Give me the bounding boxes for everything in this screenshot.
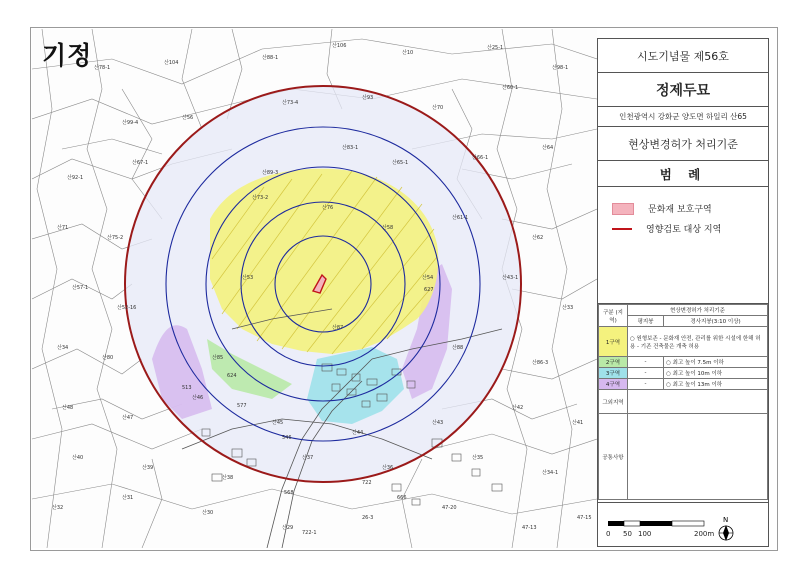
legend-item-review	[612, 222, 721, 235]
parcel-label: 산71	[57, 225, 69, 231]
scale-tick-200: 200m	[694, 530, 715, 538]
parcel-label: 산46	[192, 395, 204, 401]
heritage-name: 정제두묘	[598, 73, 768, 107]
parcel-label: 산61-1	[452, 215, 469, 221]
parcel-label: 26-3	[362, 515, 374, 521]
scale-tick-0: 0	[606, 530, 611, 538]
zone-4-flat: -	[628, 379, 664, 390]
parcel-label: 산66-1	[472, 155, 489, 161]
parcel-label: 산99-4	[122, 120, 139, 126]
parcel-label: 산44	[352, 430, 364, 436]
stamp-label: 기정	[42, 41, 93, 70]
parcel-label: 624	[227, 373, 237, 379]
parcel-label: 산58	[382, 225, 394, 231]
scale-bar	[598, 501, 768, 546]
legend-title: 범 례	[598, 161, 768, 187]
parcel-label: 산73-4	[282, 100, 299, 106]
parcel-label: 산10	[402, 50, 414, 56]
parcel-label: 산33	[562, 305, 574, 311]
parcel-label: 산78-1	[94, 65, 111, 71]
parcel-label: 47-20	[442, 505, 457, 511]
north-label: N	[723, 516, 729, 524]
parcel-label: 722	[362, 480, 372, 486]
parcel-label: 산35	[472, 455, 484, 461]
parcel-label: 47-13	[522, 525, 537, 531]
legend-label: 영향검토 대상 지역	[646, 225, 722, 235]
common-rules	[628, 414, 768, 500]
parcel-label: 722-1	[302, 530, 317, 536]
parcel-label: 산64	[542, 145, 554, 151]
zone-4-pitched: ○ 최고 높이 13m 이하	[664, 379, 768, 390]
other-area-rule	[628, 390, 768, 414]
parcel-label: 산93	[362, 95, 374, 101]
parcel-label: 산40	[72, 455, 84, 461]
parcel-label: 산75-2	[107, 235, 124, 241]
zone-4-label: 4구역	[599, 379, 628, 390]
subheader-flat: 평지붕	[628, 316, 664, 327]
parcel-label: 577	[237, 403, 247, 409]
parcel-label: 산104	[164, 60, 179, 66]
parcel-label: 산89-3	[262, 170, 279, 176]
table-row	[599, 379, 768, 390]
other-area-label: 그외지역	[599, 390, 628, 414]
header-criteria: 현상변경허가 처리기준	[628, 305, 768, 316]
parcel-label: 산32	[52, 505, 64, 511]
scale-tick-50: 50	[623, 530, 632, 538]
parcel-label: 산65-1	[392, 160, 409, 166]
parcel-label: 산62	[532, 235, 544, 241]
parcel-label: 627	[424, 287, 434, 293]
zone-2-flat: -	[628, 357, 664, 368]
parcel-label: 산31	[122, 495, 134, 501]
parcel-label: 산88	[452, 345, 464, 351]
zone-1-rule: ○ 원형보존 - 문화재 안전, 관리를 위한 시설에 한해 허용 - 기존 건축물은 개축 허용	[628, 327, 768, 357]
zone-3-label: 3구역	[599, 368, 628, 379]
parcel-label: 산34	[57, 345, 69, 351]
parcel-label: 산41	[572, 420, 584, 426]
parcel-label: 산47	[122, 415, 134, 421]
parcel-label: 산67-1	[132, 160, 149, 166]
map-svg	[32, 29, 597, 548]
parcel-label: 산48	[62, 405, 74, 411]
criteria-table	[598, 303, 768, 503]
header-zone: 구분 (지역)	[599, 305, 628, 327]
legend-label: 문화재 보호구역	[648, 205, 712, 215]
common-label: 공통사항	[599, 414, 628, 500]
heritage-designation: 시도기념물 제56호	[598, 39, 768, 73]
parcel-label: 산42	[512, 405, 524, 411]
zone-3-pitched: ○ 최고 높이 10m 이하	[664, 368, 768, 379]
subheader-pitched: 경사지붕(3:10 이상)	[664, 316, 768, 327]
parcel-label: 산86-3	[532, 360, 549, 366]
cadastral-map[interactable]	[32, 29, 597, 548]
parcel-label: 산85	[212, 355, 224, 361]
parcel-label: 산53	[242, 275, 254, 281]
parcel-label: 산45	[272, 420, 284, 426]
parcel-label: 산87	[332, 325, 344, 331]
parcel-label: 산25-1	[487, 45, 504, 51]
zone-2-pitched: ○ 최고 높이 7.5m 이하	[664, 357, 768, 368]
parcel-label: 산38	[222, 475, 234, 481]
parcel-label: 568	[284, 490, 294, 496]
parcel-label: 546	[282, 435, 292, 441]
parcel-label: 666	[397, 495, 407, 501]
zone-3-flat: -	[628, 368, 664, 379]
parcel-label: 산43	[432, 420, 444, 426]
parcel-label: 산36	[382, 465, 394, 471]
parcel-label: 산56	[182, 115, 194, 121]
parcel-label: 산60-1	[502, 85, 519, 91]
north-arrow-icon	[716, 515, 736, 535]
parcel-label: 산34-1	[542, 470, 559, 476]
parcel-label: 산54	[422, 275, 434, 281]
parcel-label: 산98-1	[552, 65, 569, 71]
parcel-label: 산70	[432, 105, 444, 111]
table-row	[599, 327, 768, 357]
zone-1-label: 1구역	[599, 327, 628, 357]
parcel-label: 산43-1	[502, 275, 519, 281]
protection-swatch-icon	[612, 203, 634, 215]
parcel-label: 산92-1	[67, 175, 84, 181]
parcel-label: 산83-1	[342, 145, 359, 151]
table-row	[599, 414, 768, 500]
parcel-label: 산106	[332, 43, 347, 49]
parcel-label: 산30	[202, 510, 214, 516]
criteria-title: 현상변경허가 처리기준	[598, 127, 768, 161]
legend-item-protection	[612, 202, 712, 215]
scale-bar-graphic	[598, 501, 768, 546]
parcel-label: 산52-16	[117, 305, 137, 311]
parcel-label: 47-15	[577, 515, 592, 521]
legend	[598, 187, 768, 299]
zone-2-label: 2구역	[599, 357, 628, 368]
parcel-label: 산39	[142, 465, 154, 471]
scale-tick-100: 100	[638, 530, 652, 538]
parcel-label: 산80	[102, 355, 114, 361]
parcel-label: 산29	[282, 525, 294, 531]
table-row	[599, 368, 768, 379]
parcel-label: 산76	[322, 205, 334, 211]
parcel-label: 산37	[302, 455, 314, 461]
red-line-icon	[612, 228, 632, 230]
table-row	[599, 357, 768, 368]
table-header-row	[599, 305, 768, 316]
parcel-label: 산73-2	[252, 195, 269, 201]
heritage-address: 인천광역시 강화군 양도면 하일리 산65	[598, 107, 768, 127]
parcel-label: 산57-1	[72, 285, 89, 291]
parcel-label: 513	[182, 385, 192, 391]
parcel-label: 산88-1	[262, 55, 279, 61]
table-row	[599, 390, 768, 414]
info-panel	[597, 38, 769, 547]
